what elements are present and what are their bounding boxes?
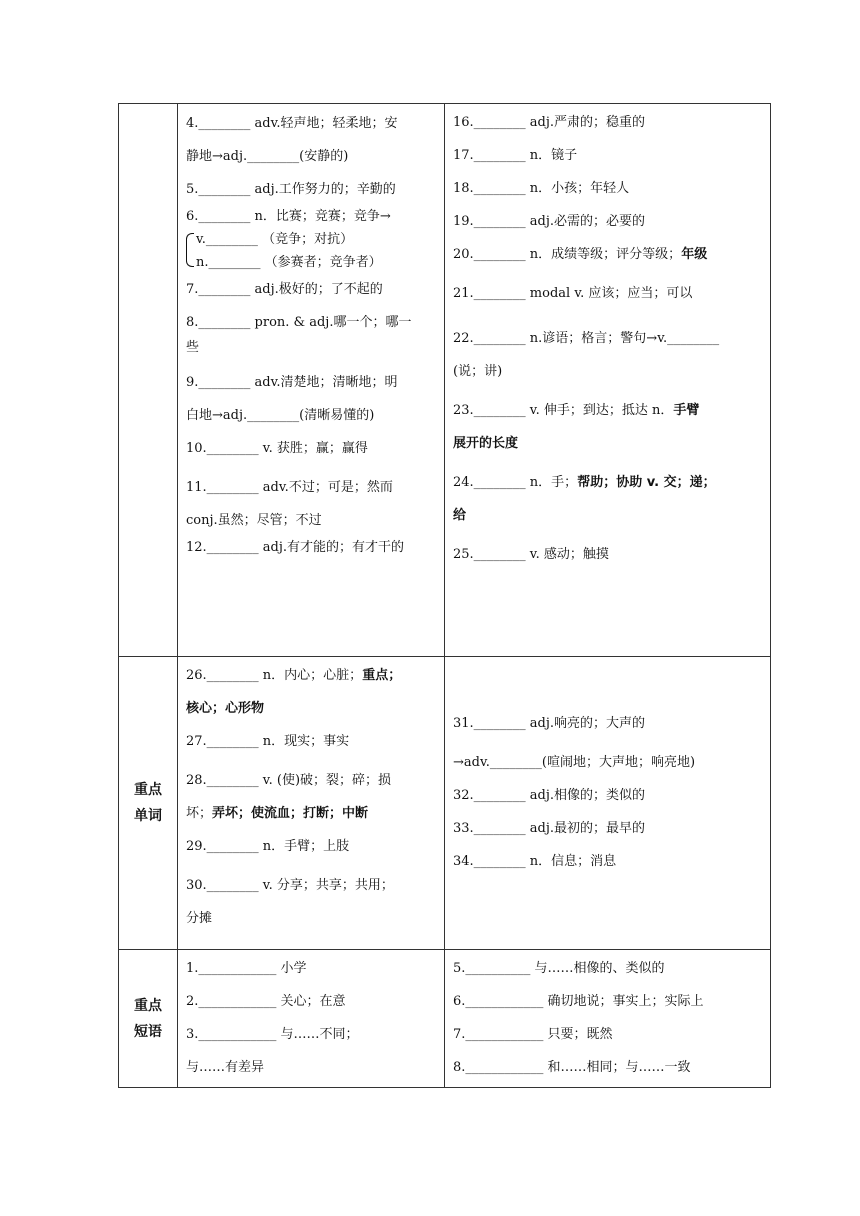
entry-6: 6.________ n．比赛；竞赛；竞争→ [186,209,391,224]
entry-34: 34.________ n．信息；消息 [453,853,617,869]
entry-18: 18.________ n．小孩；年轻人 [453,181,630,196]
entry-16: 16.________ adj.严肃的；稳重的 [453,115,646,130]
entry-12: 12.________ adj.有才能的；有才干的 [186,540,405,555]
entry-24-cont: 给 [453,508,467,523]
entry-28-cont [186,805,438,822]
entry-20-text: 20.________ n．成绩等级；评分等级； [453,247,682,262]
entry-24-text: 24.________ n．手； [453,475,578,490]
entry-19: 19.________ adj.必需的；必要的 [453,214,646,229]
entry-30-cont: 分摊 [186,911,213,926]
row-label-empty [119,104,178,657]
entry-22: 22.________ n.谚语；格言；警句→v.________ [453,331,720,346]
entry-20-bold: 年级 [681,247,708,262]
phrase-7: 7.____________ 只要；既然 [453,1027,613,1042]
entry-10: 10.________ v. 获胜；赢；赢得 [186,441,368,456]
entry-7: 7.________ adj.极好的；了不起的 [186,282,383,297]
entry-24-bold: 帮助；协助 v. 交；递； [577,475,716,490]
row1-left-cell [178,104,445,657]
entry-24 [453,474,764,491]
entry-31-cont: →adv.________(喧闹地；大声地；响亮地) [453,754,696,770]
entry-20 [453,246,764,263]
row2-right-cell [445,657,771,950]
entry-27: 27.________ n．现实；事实 [186,734,350,749]
entry-9-cont: 白地→adj.________(清晰易懂的) [186,408,375,423]
row-label-key-words: 重点 单词 [119,657,178,950]
table-row [119,657,771,950]
entry-4-cont: 静地→adj.________(安静的) [186,149,349,164]
phrase-5: 5.__________ 与……相像的、类似的 [453,961,665,976]
entry-23-cont: 展开的长度 [453,436,519,451]
entry-29: 29.________ n．手臂；上肢 [186,839,350,854]
entry-9: 9.________ adv.清楚地；清晰地；明 [186,375,398,390]
phrase-1: 1.____________ 小学 [186,961,307,976]
entry-26-text: 26.________ n．内心；心脏； [186,668,363,683]
entry-32: 32.________ adj.相像的；类似的 [453,787,646,803]
entry-6-verb: v.________ （竞争；对抗） [196,232,354,247]
row2-left-cell [178,657,445,950]
entry-5: 5.________ adj.工作努力的；辛勤的 [186,182,396,197]
entry-28-cont-text: 坏； [186,806,213,821]
vocab-table [118,103,771,1088]
row3-left-cell [178,950,445,1088]
entry-28-bold: 弄坏；使流血；打断；中断 [212,806,369,821]
entry-17: 17.________ n．镜子 [453,148,578,163]
row1-right-cell [445,104,771,657]
entry-6-noun: n.________ （参赛者；竞争者） [196,255,382,270]
entry-11-cont: conj.虽然；尽管；不过 [186,513,322,528]
brace-icon [186,233,194,267]
entry-8: 8.________ pron. & adj.哪一个；哪一 [186,315,412,330]
phrase-6: 6.____________ 确切地说；事实上；实际上 [453,994,704,1009]
row-label-key-phrases: 重点 短语 [119,950,178,1088]
entry-31: 31.________ adj.响亮的；大声的 [453,715,646,731]
table-row [119,950,771,1088]
entry-23 [453,402,764,419]
entry-30: 30.________ v. 分享；共享；共用； [186,878,394,893]
entry-26-bold: 重点； [362,668,402,683]
entry-6-derivatives [186,231,438,271]
entry-28: 28.________ v. (使)破；裂；碎；损 [186,773,392,788]
spacer [453,870,764,898]
entry-11: 11.________ adv.不过；可是；然而 [186,480,393,495]
entry-23-bold: 手臂 [673,403,700,418]
entry-22-cont: (说；讲) [453,364,503,379]
phrase-8: 8.____________ 和……相同；与……一致 [453,1060,691,1075]
entry-26-cont: 核心；心形物 [186,701,265,716]
entry-4: 4.________ adv.轻声地；轻柔地；安 [186,116,398,131]
entry-25: 25.________ v. 感动；触摸 [453,547,609,562]
entry-26 [186,667,438,684]
phrase-3-cont: 与……有差异 [186,1060,265,1075]
phrase-2: 2.____________ 关心；在意 [186,994,346,1009]
entry-23-text: 23.________ v. 伸手；到达；抵达 n． [453,403,674,418]
entry-33: 33.________ adj.最初的；最早的 [453,820,646,836]
entry-21: 21.________ modal v. 应该；应当；可以 [453,286,693,301]
table-row [119,104,771,657]
entry-8-cont: 些 [186,340,200,355]
row3-right-cell [445,950,771,1088]
phrase-3: 3.____________ 与……不同； [186,1027,359,1042]
